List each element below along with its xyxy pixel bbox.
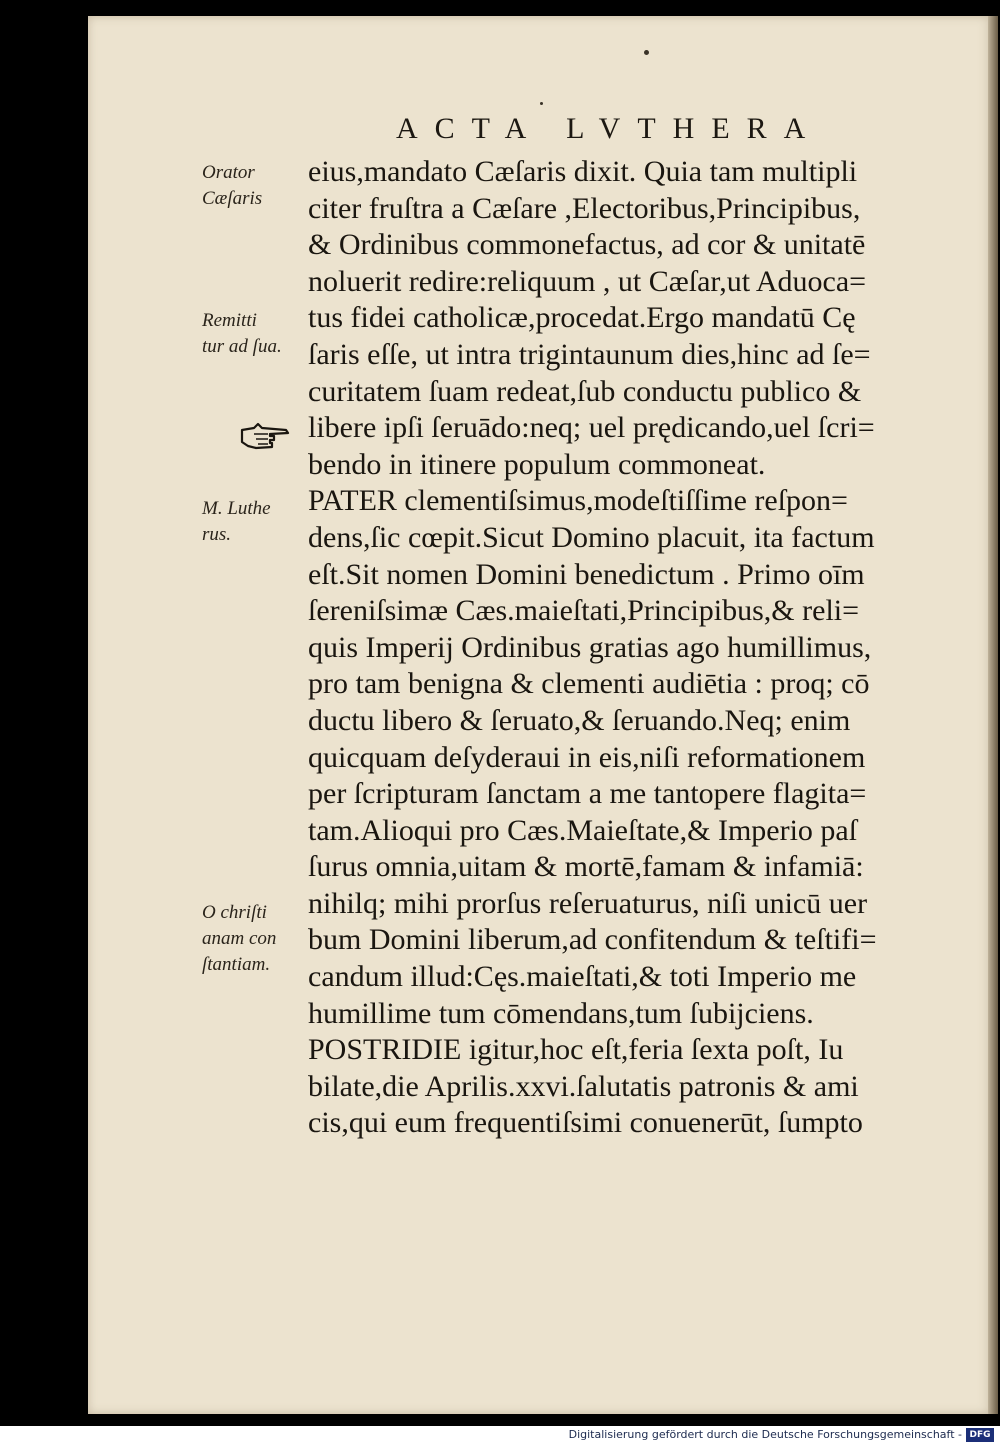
marginal-note-line: Orator: [202, 162, 255, 183]
marginal-note-line: anam con: [202, 928, 277, 949]
dfg-logo: DFG: [966, 1428, 994, 1442]
text-line: pro tam benigna & clementi audiētia : proq; cō: [308, 667, 870, 701]
marginal-note-luther: [202, 496, 302, 548]
marginal-note-line: tur ad ſua.: [202, 336, 282, 357]
page-edge: [988, 16, 998, 1414]
text-line: candum illud:Cęs.maieſtati,& toti Imperio me: [308, 960, 857, 994]
marginal-note-christianam: [202, 900, 302, 978]
text-line: ſaris eſſe, ut intra trigintaunum dies,hinc ad ſe=: [308, 337, 871, 371]
marginal-note-line: ſtantiam.: [202, 954, 271, 975]
text-line: eſt.Sit nomen Domini benedictum . Primo oīm: [308, 557, 865, 591]
funding-credit: Digitalisierung gefördert durch die Deutsche Forschungsgemeinschaft -: [568, 1428, 962, 1441]
pointing-hand-icon: [240, 422, 292, 450]
text-line: & Ordinibus commonefactus, ad cor & unitatē: [308, 228, 866, 262]
ink-speck: [644, 50, 649, 55]
text-line: noluerit redire:reliquum , ut Cæſar,ut Aduoca=: [308, 264, 867, 298]
running-head: ACTA LVTHERA: [396, 112, 823, 145]
text-line: dens,ſic cœpit.Sicut Domino placuit, ita factum: [308, 520, 875, 554]
text-line: PATER clementiſsimus,modeſtiſſime reſpon=: [308, 484, 848, 518]
text-line: cis,qui eum frequentiſsimi conuenerūt, ſumpto: [308, 1106, 863, 1140]
marginal-note-line: Cæſaris: [202, 188, 263, 209]
marginal-note-line: M. Luthe: [202, 498, 271, 519]
text-line: ſereniſsimæ Cæs.maieſtati,Principibus,& reli=: [308, 594, 860, 628]
text-line: bilate,die Aprilis.xxvi.ſalutatis patronis & ami: [308, 1069, 859, 1103]
text-line: nihilq; mihi prorſus reſeruaturus, niſi unicū uer: [308, 886, 868, 920]
text-line: tus fidei catholicæ,procedat.Ergo mandatū Cę: [308, 301, 856, 335]
ink-speck: [540, 102, 543, 105]
text-line: humillime tum cōmendans,tum ſubijciens.: [308, 996, 814, 1030]
text-line: POSTRIDIE igitur,hoc eſt,feria ſexta poſt, Iu: [308, 1033, 844, 1067]
footer-bar: [0, 1426, 1000, 1446]
marginal-note-remittitur: [202, 308, 302, 360]
text-line: quis Imperij Ordinibus gratias ago humillimus,: [308, 630, 872, 664]
text-line: eius,mandato Cæſaris dixit. Quia tam multipli: [308, 155, 858, 188]
text-line: bum Domini liberum,ad confitendum & teſtifi=: [308, 923, 877, 957]
text-line: quicquam deſyderaui in eis,niſi reformationem: [308, 740, 866, 774]
text-line: ſurus omnia,uitam & mortē,famam & infamiā:: [308, 850, 864, 884]
text-line: curitatem ſuam redeat,ſub conductu publico &: [308, 374, 862, 408]
text-line: ductu libero & ſeruato,& ſeruando.Neq; enim: [308, 703, 851, 737]
marginal-note-line: O chriſti: [202, 902, 267, 923]
text-line: per ſcripturam ſanctam a me tantopere flagita=: [308, 777, 867, 811]
text-line: citer fruſtra a Cæſare ,Electoribus,Principibus,: [308, 191, 861, 225]
text-line: tam.Alioqui pro Cæs.Maieſtate,& Imperio paſ: [308, 813, 858, 847]
marginal-note-line: rus.: [202, 524, 232, 545]
text-line: libere ipſi ſeruādo:neq; uel prędicando,uel ſcri=: [308, 411, 875, 445]
text-line: bendo in itinere populum commoneat.: [308, 447, 766, 481]
body-text: [308, 154, 948, 1142]
marginal-note-line: Remitti: [202, 310, 257, 331]
marginal-note-orator: [202, 160, 302, 212]
